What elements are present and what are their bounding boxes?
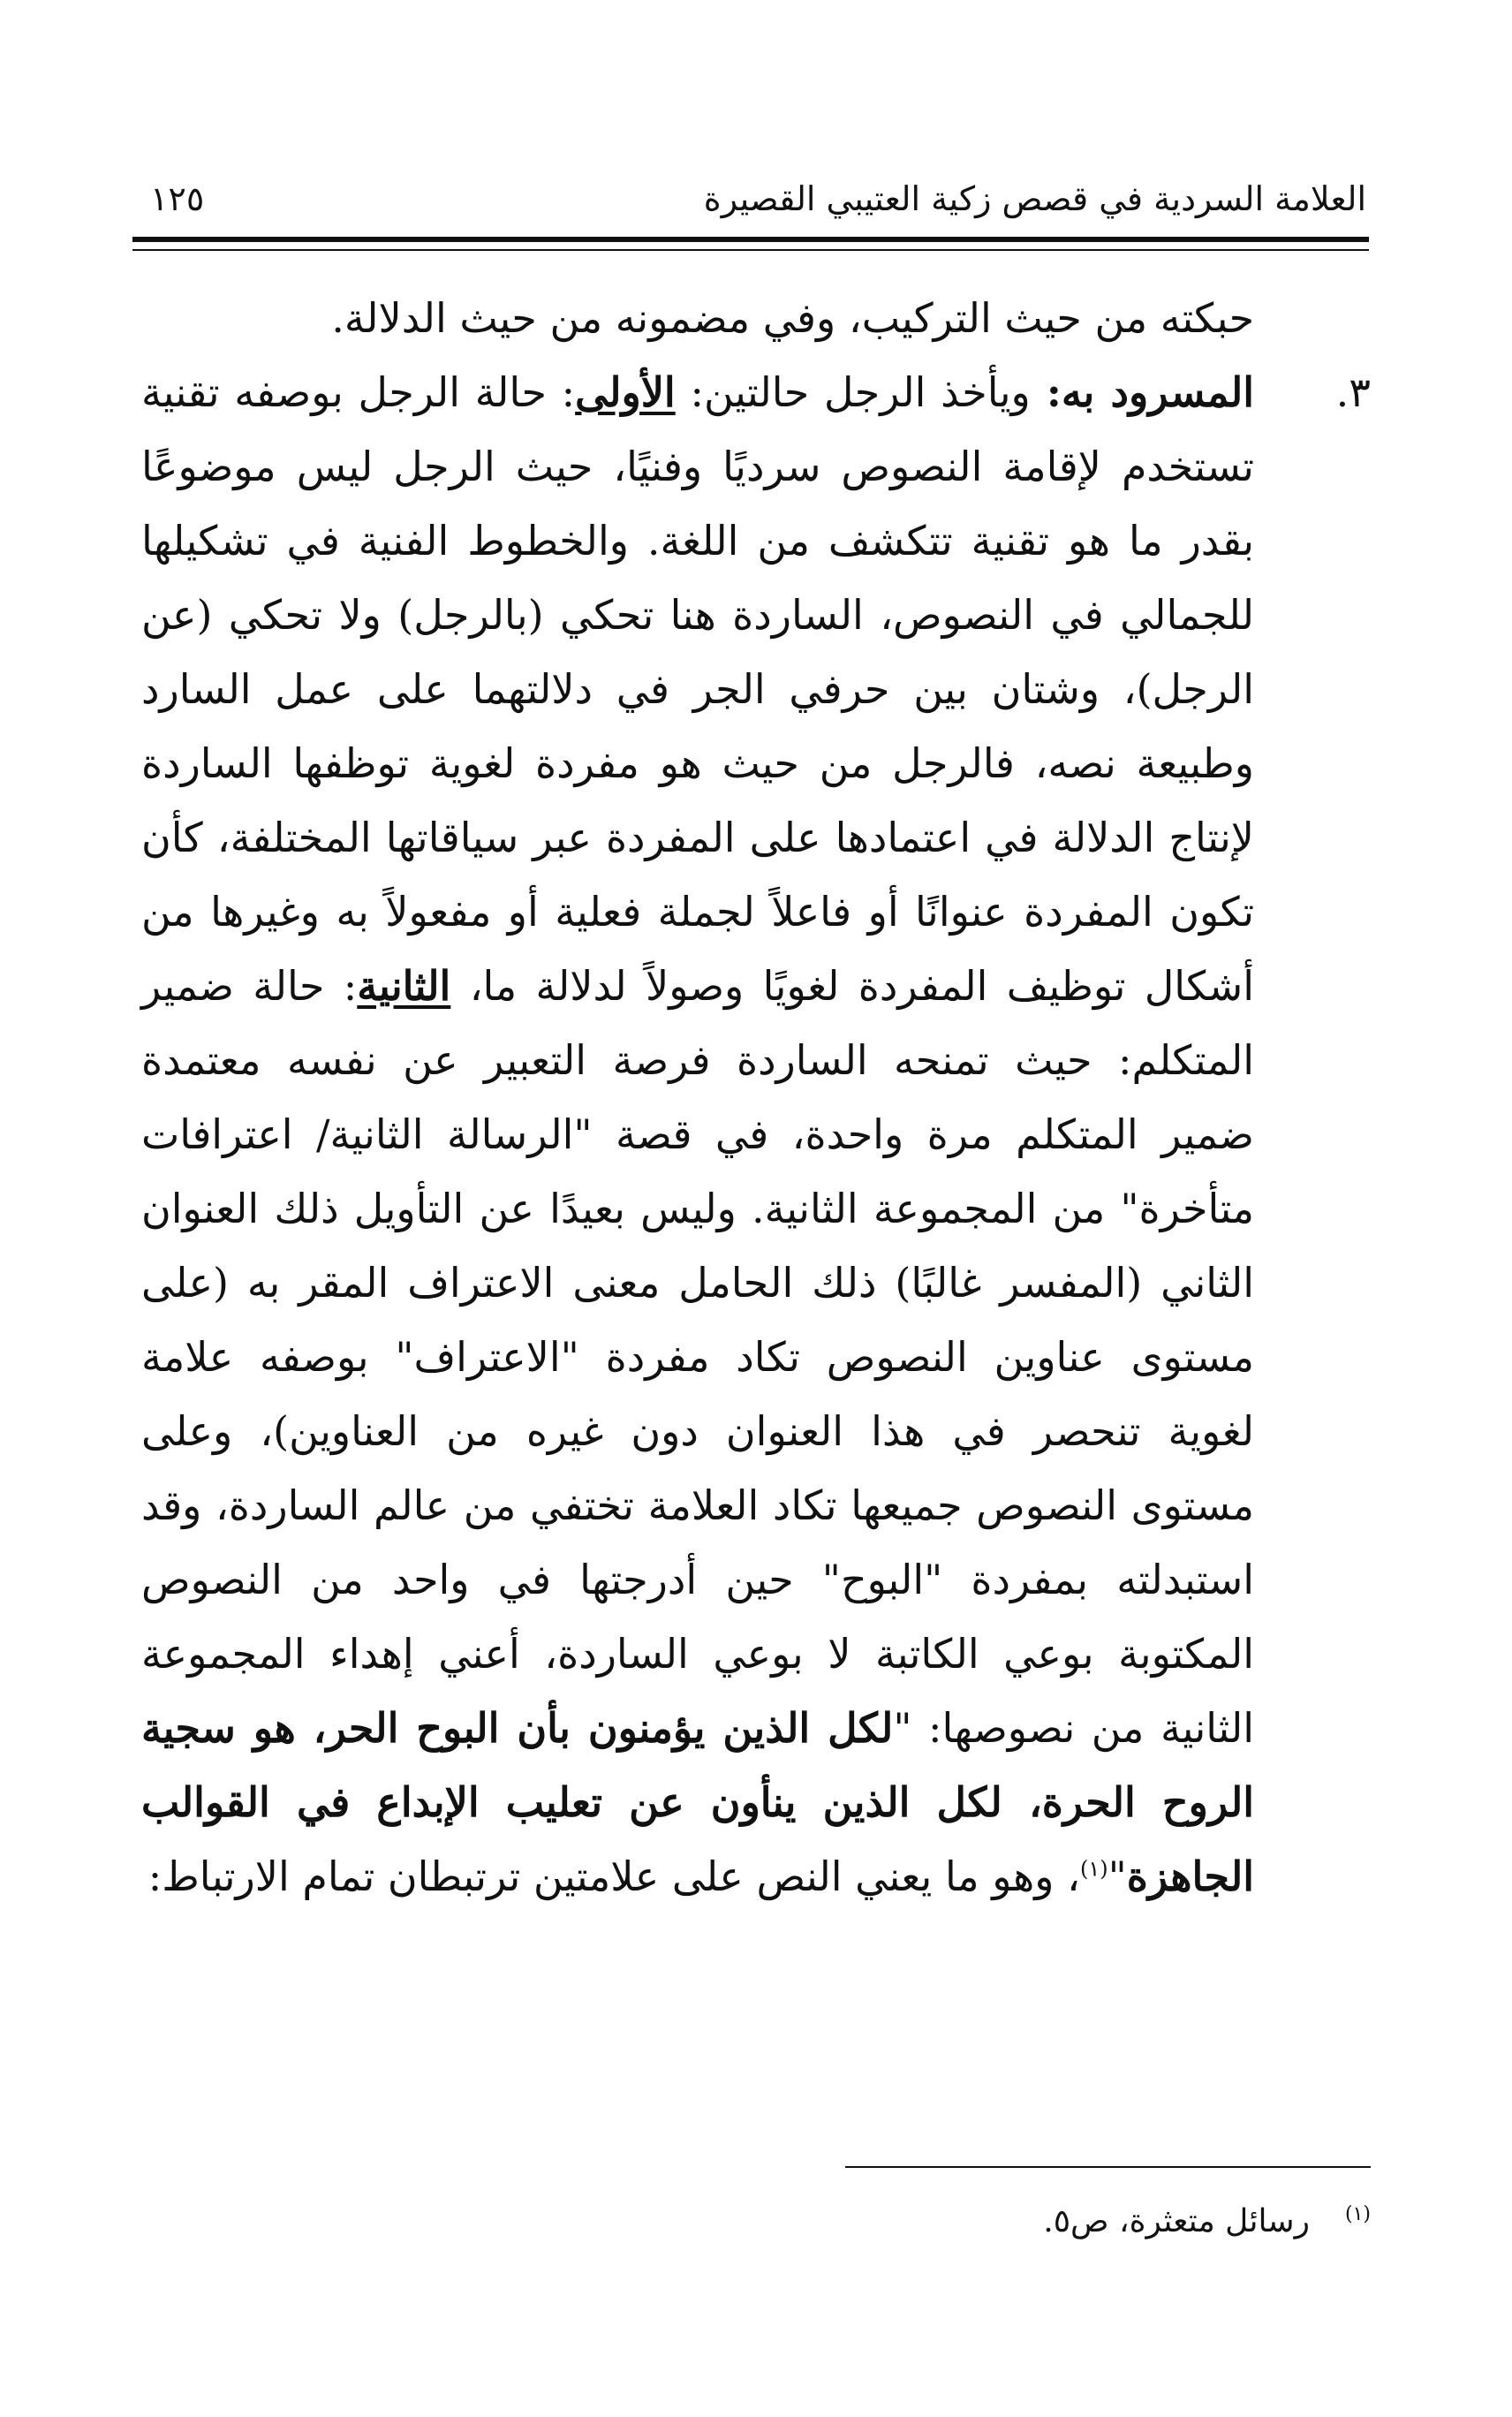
paragraph-text-2: : حالة الرجل بوصفه تقنية تستخدم لإقامة النصوص سرديًا وفنيًا، حيث الرجل ليس موضوعًا بقدر ما هو تقنية تتكشف من اللغة. والخطوط الفنية في تشكيلها للجمالي في النصوص، الساردة هنا تحكي (بالرجل) ولا تحكي (عن الرجل)، وشتان بين حرفي الجر في دلالتهما على عمل السارد وطبيعة نصه، فالرجل من حيث هو مفردة لغوية توظفها الساردة لإنتاج الدلالة في اعتمادها على المفردة عبر سياقاتها المختلفة، كأن تكون المفردة عنوانًا أو فاعلاً لجملة فعلية أو مفعولاً به وغيرها من أشكال توظيف المفردة لغويًا وصولاً لدلالة ما، — [141, 368, 1254, 1010]
footnote-separator — [845, 2166, 1371, 2168]
dedication-quote: لكل الذين يؤمنون بأن البوح الحر، هو سجية الروح الحرة، لكل الذين ينأون عن تعليب الإبداع في القوالب الجاهزة — [141, 1704, 1254, 1900]
first-case-label: الأولى — [575, 368, 676, 416]
body-text — [141, 281, 1371, 1913]
footnote — [576, 2200, 1371, 2244]
header-rule-thin — [132, 249, 1369, 251]
paragraph-text-3: : حالة ضمير المتكلم: حيث تمنحه الساردة فرصة التعبير عن نفسه معتمدة ضمير المتكلم مرة واحدة، في قصة "الرسالة الثانية/ اعترافات متأخرة" من المجموعة الثانية. وليس بعيدًا عن التأويل ذلك العنوان الثاني (المفسر غالبًا) ذلك الحامل معنى الاعتراف المقر به (على مستوى عناوين النصوص تكاد مفردة "الاعتراف" بوصفه علامة لغوية تنحصر في هذا العنوان دون غيره من العناوين)، وعلى مستوى النصوص جميعها تكاد العلامة تختفي من عالم الساردة، وقد استبدلته بمفردة "البوح" حين أدرجتها في واحد من النصوص المكتوبة بوعي الكاتبة لا بوعي الساردة، أعني إهداء المجموعة الثانية من نصوصها: " — [141, 962, 1254, 1752]
quote-close-mark: " — [1108, 1853, 1127, 1900]
numbered-paragraph — [141, 355, 1371, 1913]
footnote-reference: (١) — [1079, 1856, 1108, 1882]
lead-term: المسرود به — [1061, 368, 1254, 416]
continuation-line: حبكته من حيث التركيب، وفي مضمونه من حيث الدلالة. — [331, 294, 1254, 342]
header-rule-thick — [132, 237, 1369, 242]
footnote-marker: (١) — [1344, 2203, 1371, 2225]
page-number: ١٢٥ — [150, 179, 205, 218]
footnote-text: رسائل متعثرة، ص٥. — [1043, 2203, 1310, 2239]
paragraph-text-4: ، وهو ما يعني النص على علامتين ترتبطان تمام الارتباط: — [147, 1853, 1080, 1900]
paragraph-text-1: ويأخذ الرجل حالتين: — [675, 368, 1031, 416]
second-case-label: الثانية — [357, 962, 451, 1010]
lead-separator: : — [1030, 368, 1062, 416]
running-header-title: العلامة السردية في قصص زكية العتيبي القصيرة — [703, 179, 1366, 218]
item-number: ٣. — [1335, 368, 1371, 416]
